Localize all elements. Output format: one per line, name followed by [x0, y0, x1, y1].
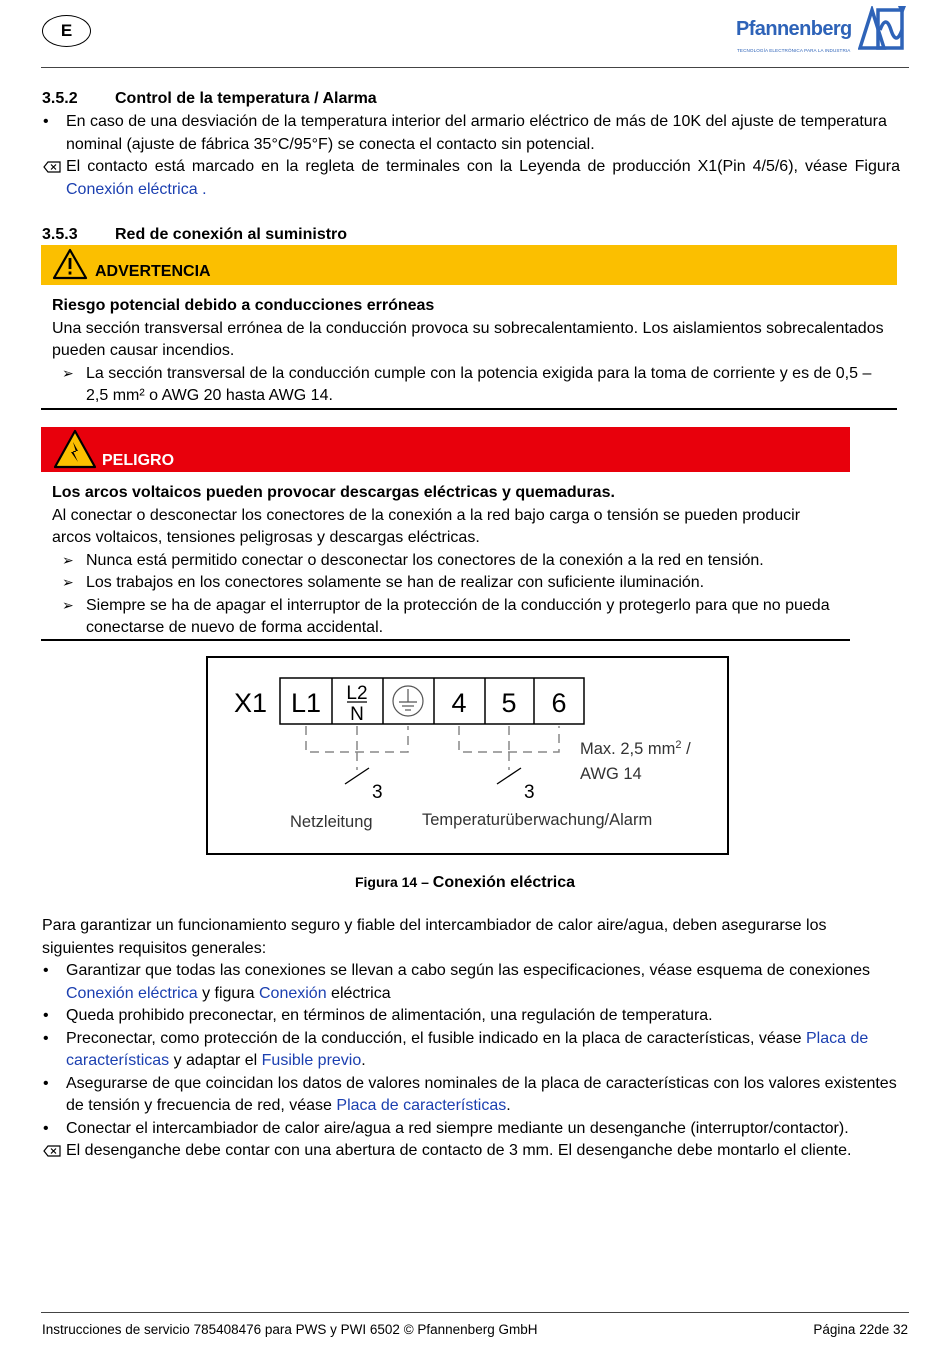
note-paragraph [42, 156, 900, 201]
logo-tagline: TECNOLOGÍA ELECTRÓNICA PARA LA INDUSTRIA [737, 48, 851, 53]
danger-banner [41, 427, 850, 472]
danger-label: PELIGRO [102, 452, 175, 469]
danger-instruction: ➢ Nunca está permitido conectar o desconectar los conectores de la conexión a la red en tensión. [52, 550, 872, 573]
link-placa-caracteristicas[interactable]: Placa de características [66, 1029, 869, 1069]
section-heading-3-5-2 [42, 88, 377, 111]
terminal-6: 6 [551, 688, 567, 718]
warning-label: ADVERTENCIA [95, 263, 211, 280]
link-placa-caracteristicas[interactable]: Placa de características [336, 1097, 507, 1114]
list-item: • Garantizar que todas las conexiones se llevan a cabo según las especificaciones, véase esquema de conexiones Conexión eléctrica y figura Conexión eléctrica [42, 960, 900, 1005]
terminal-n: N [350, 704, 364, 725]
terminal-5: 5 [501, 688, 517, 718]
warning-content [52, 295, 892, 408]
language-code: E [60, 20, 73, 40]
section-number: 3.5.3 [42, 226, 78, 243]
danger-content [52, 482, 872, 640]
note-paragraph [42, 1140, 900, 1163]
list-item: • Queda prohibido preconectar, en términos de alimentación, una regulación de temperatura. [42, 1005, 900, 1028]
company-logo [736, 6, 908, 53]
figure-caption [200, 871, 730, 895]
warning-banner [41, 245, 897, 285]
note-icon [43, 1145, 61, 1157]
list-item: • Conectar el intercambiador de calor aire/agua a red siempre mediante un desenganche (interruptor/contactor). [42, 1118, 900, 1141]
danger-heading: Los arcos voltaicos pueden provocar descargas eléctricas y quemaduras. [52, 484, 615, 501]
high-voltage-icon [53, 429, 97, 469]
link-conexion[interactable]: Conexión [258, 984, 327, 1002]
label-temperatur-alarm: Temperaturüberwachung/Alarm [422, 811, 653, 829]
danger-text: Al conectar o desconectar los conectores de la conexión a la red bajo carga o tensión se pueden producir arcos voltaicos, tensiones peligrosas y descargas eléctricas. [52, 506, 801, 546]
link-fusible-previo[interactable]: Fusible previo [261, 1052, 362, 1069]
logo-wordmark: Pfannenberg [736, 18, 852, 40]
requirements-intro: Para garantizar un funcionamiento seguro y fiable del intercambiador de calor aire/agua, deben asegurarse los siguientes requisitos generales: [42, 917, 827, 957]
section-number: 3.5.2 [42, 90, 78, 107]
section-heading-3-5-3 [42, 224, 347, 247]
warning-triangle-icon [52, 248, 88, 280]
danger-instruction: ➢ Los trabajos en los conectores solamente se han de realizar con suficiente iluminación. [52, 572, 872, 595]
cable-spec-awg: AWG 14 [580, 765, 642, 783]
terminal-strip-diagram [208, 658, 727, 853]
figure-number: Figura 14 – [354, 874, 433, 890]
section-3-5-2-body [42, 111, 900, 201]
header-rule [41, 67, 909, 68]
warning-instruction: ➢ La sección transversal de la conducción cumple con la potencia exigida para la toma de corriente y es de 0,5 – 2,5 mm² o AWG 20 hasta AWG 14. [52, 363, 892, 408]
link-conexion-electrica[interactable]: Conexión eléctrica . [66, 180, 207, 198]
conductor-count-right: 3 [524, 782, 535, 803]
danger-bottom-rule [41, 639, 850, 641]
note-text: El contacto está marcado en la regleta de terminales con la Leyenda de producción X1(Pin 4/5/6), véase Figura [66, 158, 900, 175]
cable-spec: Max. 2,5 $mm^2$ / [580, 739, 691, 758]
label-netzleitung: Netzleitung [290, 813, 373, 831]
note-icon [43, 161, 61, 173]
warning-text: Una sección transversal errónea de la conducción provoca su sobrecalentamiento. Los aislamientos sobrecalentados pueden causar incendios. [52, 319, 884, 359]
terminal-4: 4 [451, 688, 467, 718]
terminal-l1: L1 [290, 688, 322, 718]
footer-rule [41, 1312, 909, 1313]
link-conexion-electrica[interactable]: Conexión eléctrica [66, 984, 198, 1002]
requirements-section [42, 915, 900, 1163]
figure-title: Conexión eléctrica [432, 874, 576, 891]
list-item: • Asegurarse de que coincidan los datos de valores nominales de la placa de características con los valores existentes de tensión y frecuencia de red, véase Placa de características. [42, 1073, 900, 1118]
warning-bottom-rule [41, 408, 897, 410]
section-title: Red de conexión al suministro [115, 226, 348, 243]
section-title: Control de la temperatura / Alarma [115, 90, 377, 107]
footer-page-number: Página 22de 32 [813, 1322, 908, 1337]
conductor-count-left: 3 [372, 782, 383, 803]
logo-wave-icon [858, 6, 908, 50]
terminal-l2: L2 [346, 683, 368, 704]
language-badge [42, 15, 91, 47]
ground-icon [393, 686, 423, 716]
terminal-strip-label: X1 [234, 688, 268, 718]
warning-heading: Riesgo potencial debido a conducciones erróneas [52, 297, 435, 314]
wiring-diagram [206, 656, 729, 855]
footer-document-info: Instrucciones de servicio 785408476 para PWS y PWI 6502 © Pfannenberg GmbH [42, 1322, 538, 1337]
note-text: El desenganche debe contar con una abertura de contacto de 3 mm. El desenganche debe montarlo el cliente. [66, 1142, 852, 1159]
list-item: • En caso de una desviación de la temperatura interior del armario eléctrico de más de 10K del ajuste de temperatura nominal (ajuste de fábrica 35°C/95°F) se conecta el contacto sin potencial. [42, 111, 900, 156]
list-item: • Preconectar, como protección de la conducción, el fusible indicado en la placa de características, véase Placa de características y adaptar el Fusible previo. [42, 1028, 900, 1073]
danger-instruction: ➢ Siempre se ha de apagar el interruptor de la protección de la conducción y protegerlo para que no pueda conectarse de nuevo de forma accidental. [52, 595, 832, 640]
